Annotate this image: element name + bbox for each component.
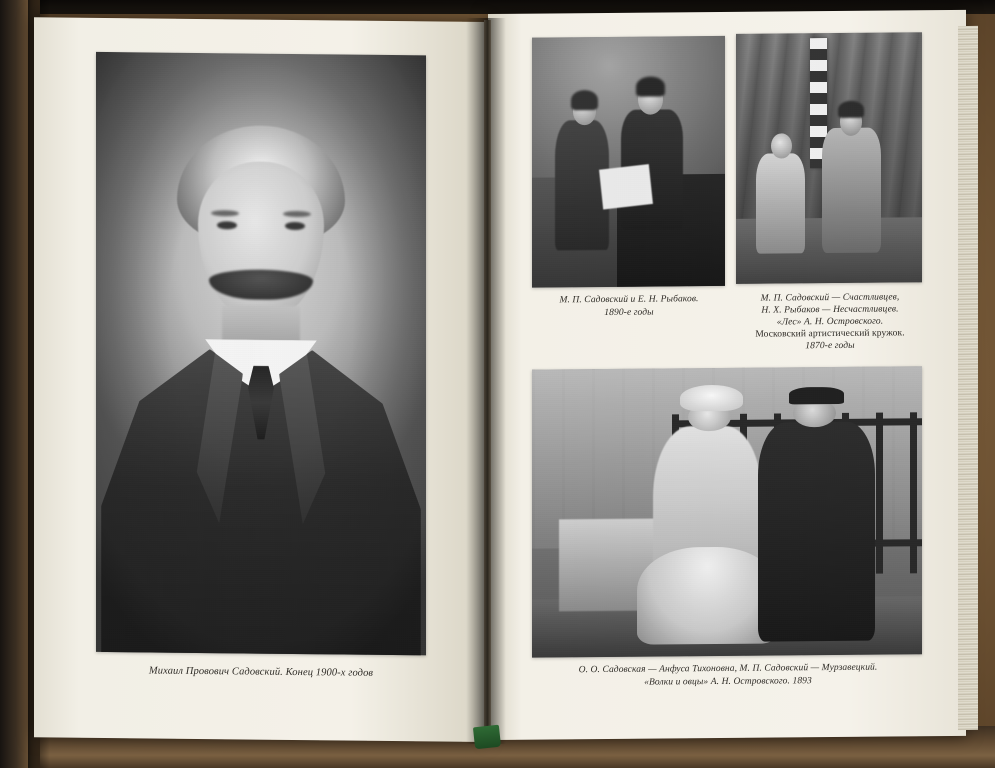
plate3-caption-line-2: «Волки и овцы» А. Н. Островского. 1893 xyxy=(644,676,812,688)
left-page xyxy=(34,17,486,742)
plate2-caption-line-4: Московский артистический кружок. xyxy=(755,328,905,340)
plate-sadovsky-rybakov-photo xyxy=(532,36,725,288)
plate1-caption-line-2: 1890-е годы xyxy=(604,307,654,318)
right-page xyxy=(488,10,966,740)
plate1-man-left-hair xyxy=(571,90,598,110)
plate2-actor-left-head xyxy=(771,133,791,158)
portrait-photo xyxy=(96,52,426,655)
plate2-actor-left-body xyxy=(756,153,804,253)
plate3-actress-skirt xyxy=(637,546,777,645)
page-edges-right xyxy=(958,26,978,730)
portrait-vignette xyxy=(96,52,426,655)
plate-volki-i-ovtsy-photo xyxy=(532,366,922,657)
plate2-actor-right-hair xyxy=(838,100,864,118)
plate2-caption-line-3: «Лес» А. Н. Островского. xyxy=(776,316,884,328)
plate2-caption-line-5: 1870-е годы xyxy=(805,340,855,352)
plate3-actor-cap xyxy=(789,387,844,405)
left-page-caption: Михаил Провович Садовский. Конец 1900-х годов xyxy=(148,665,374,679)
plate2-actor-right-body xyxy=(822,128,882,254)
book-binding-fold xyxy=(484,20,491,742)
plate2-caption-line-1: М. П. Садовский — Счастливцев, xyxy=(760,292,900,304)
plate3-caption-line-1: О. О. Садовская — Анфуса Тихоновна, М. П. Садовский — Мурзавецкий. xyxy=(578,662,878,676)
plate1-newspaper xyxy=(600,164,654,209)
plate3-actor-body xyxy=(758,421,875,641)
plate-les-ostrovsky-photo xyxy=(736,32,922,284)
plate3-actress-bonnet xyxy=(680,385,742,411)
plate2-caption-line-2: Н. Х. Рыбаков — Несчастливцев. xyxy=(761,304,899,316)
plate1-caption-line-1: М. П. Садовский и Е. Н. Рыбаков. xyxy=(559,294,699,306)
plate1-man-right-hair xyxy=(636,76,665,96)
bookmark-ribbon xyxy=(473,725,501,750)
